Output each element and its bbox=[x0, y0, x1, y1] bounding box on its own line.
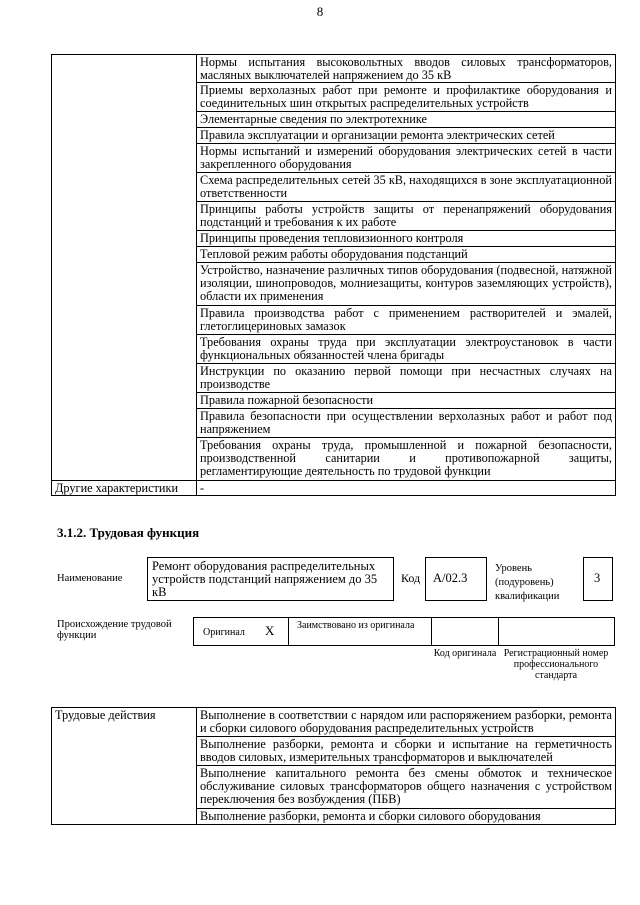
requirement-item: Инструкции по оказанию первой помощи при несчастных случаях на производстве bbox=[197, 364, 616, 393]
level-label: Уровень (подуровень) квалификации bbox=[495, 563, 560, 602]
table-row bbox=[52, 55, 616, 83]
original-label: Оригинал bbox=[203, 627, 245, 638]
requirement-item: Нормы испытаний и измерений оборудования электрических сетей в части закрепленного оборудования bbox=[197, 144, 616, 173]
action-item: Выполнение капитального ремонта без смены обмоток и техническое обслуживание силовых трансформаторов общего назначения с устройством переключения без возбуждения (ПБВ) bbox=[197, 766, 616, 809]
action-item: Выполнение разборки, ремонта и сборки и испытание на герметичность вводов силовых, измерительных трансформаторов и выключателей bbox=[197, 737, 616, 766]
empty-label-cell bbox=[52, 55, 197, 481]
borrowed-label: Заимствовано из оригинала bbox=[297, 620, 415, 631]
other-characteristics-value: - bbox=[197, 481, 616, 496]
requirement-item: Правила пожарной безопасности bbox=[197, 393, 616, 409]
code-box bbox=[425, 557, 487, 601]
original-cell bbox=[193, 617, 289, 646]
section-heading: 3.1.2. Трудовая функция bbox=[57, 525, 200, 540]
requirement-item: Приемы верхолазных работ при ремонте и профилактике оборудования и соединительных шин открытых распределительных устройств bbox=[197, 83, 616, 112]
requirement-item: Принципы проведения тепловизионного контроля bbox=[197, 231, 616, 247]
requirement-item: Требования охраны труда, промышленной и пожарной безопасности, производственной санитарии и противопожарной защиты, регламентирующие деятельность по трудовой функции bbox=[197, 438, 616, 481]
code-original-cell bbox=[431, 617, 499, 646]
function-name-value: Ремонт оборудования распределительных устройств подстанций напряжением до 35 кВ bbox=[152, 559, 378, 599]
origin-label: Происхождение трудовой функции bbox=[57, 619, 172, 641]
table-row bbox=[52, 481, 616, 496]
code-label: Код bbox=[401, 571, 421, 585]
actions-table bbox=[51, 707, 616, 825]
action-item: Выполнение в соответствии с нарядом или распоряжением разборки, ремонта и сборки силового оборудования распределительных устройств bbox=[197, 708, 616, 737]
actions-label: Трудовые действия bbox=[52, 708, 197, 825]
requirement-item: Правила безопасности при осуществлении верхолазных работ и работ под напряжением bbox=[197, 409, 616, 438]
requirement-item: Тепловой режим работы оборудования подстанций bbox=[197, 247, 616, 263]
requirement-item: Требования охраны труда при эксплуатации электроустановок в части функциональных обязанностей члена бригады bbox=[197, 335, 616, 364]
reg-number-cell bbox=[498, 617, 615, 646]
requirement-item: Устройство, назначение различных типов оборудования (подвесной, натяжной изоляции, шинопроводов, молниезащиты, контуров заземляющих устройств), области их применения bbox=[197, 263, 616, 306]
function-name-box bbox=[147, 557, 394, 601]
requirement-item: Правила производства работ с применением растворителей и эмалей, глетоглицериновых замазок bbox=[197, 306, 616, 335]
requirement-item: Принципы работы устройств защиты от перенапряжений оборудования подстанций и требования к их работе bbox=[197, 202, 616, 231]
requirement-item: Нормы испытания высоковольтных вводов силовых трансформаторов, масляных выключателей напряжением до 35 кВ bbox=[197, 55, 616, 83]
code-value: А/02.3 bbox=[433, 571, 468, 585]
original-mark: X bbox=[265, 623, 275, 638]
requirement-item: Схема распределительных сетей 35 кВ, находящихся в зоне эксплуатационной ответственности bbox=[197, 173, 616, 202]
borrowed-cell bbox=[288, 617, 432, 646]
table-row bbox=[52, 708, 616, 737]
action-item: Выполнение разборки, ремонта и сборки силового оборудования bbox=[197, 809, 616, 825]
level-box bbox=[583, 557, 613, 601]
name-label: Наименование bbox=[57, 573, 123, 584]
page-number: 8 bbox=[316, 4, 324, 19]
requirement-item: Правила эксплуатации и организации ремонта электрических сетей bbox=[197, 128, 616, 144]
level-value: 3 bbox=[594, 571, 601, 585]
reg-number-caption: Регистрационный номер профессионального стандарта bbox=[503, 648, 609, 681]
other-characteristics-label: Другие характеристики bbox=[52, 481, 197, 496]
code-original-caption: Код оригинала bbox=[433, 648, 497, 659]
requirements-table bbox=[51, 54, 616, 496]
requirement-item: Элементарные сведения по электротехнике bbox=[197, 112, 616, 128]
